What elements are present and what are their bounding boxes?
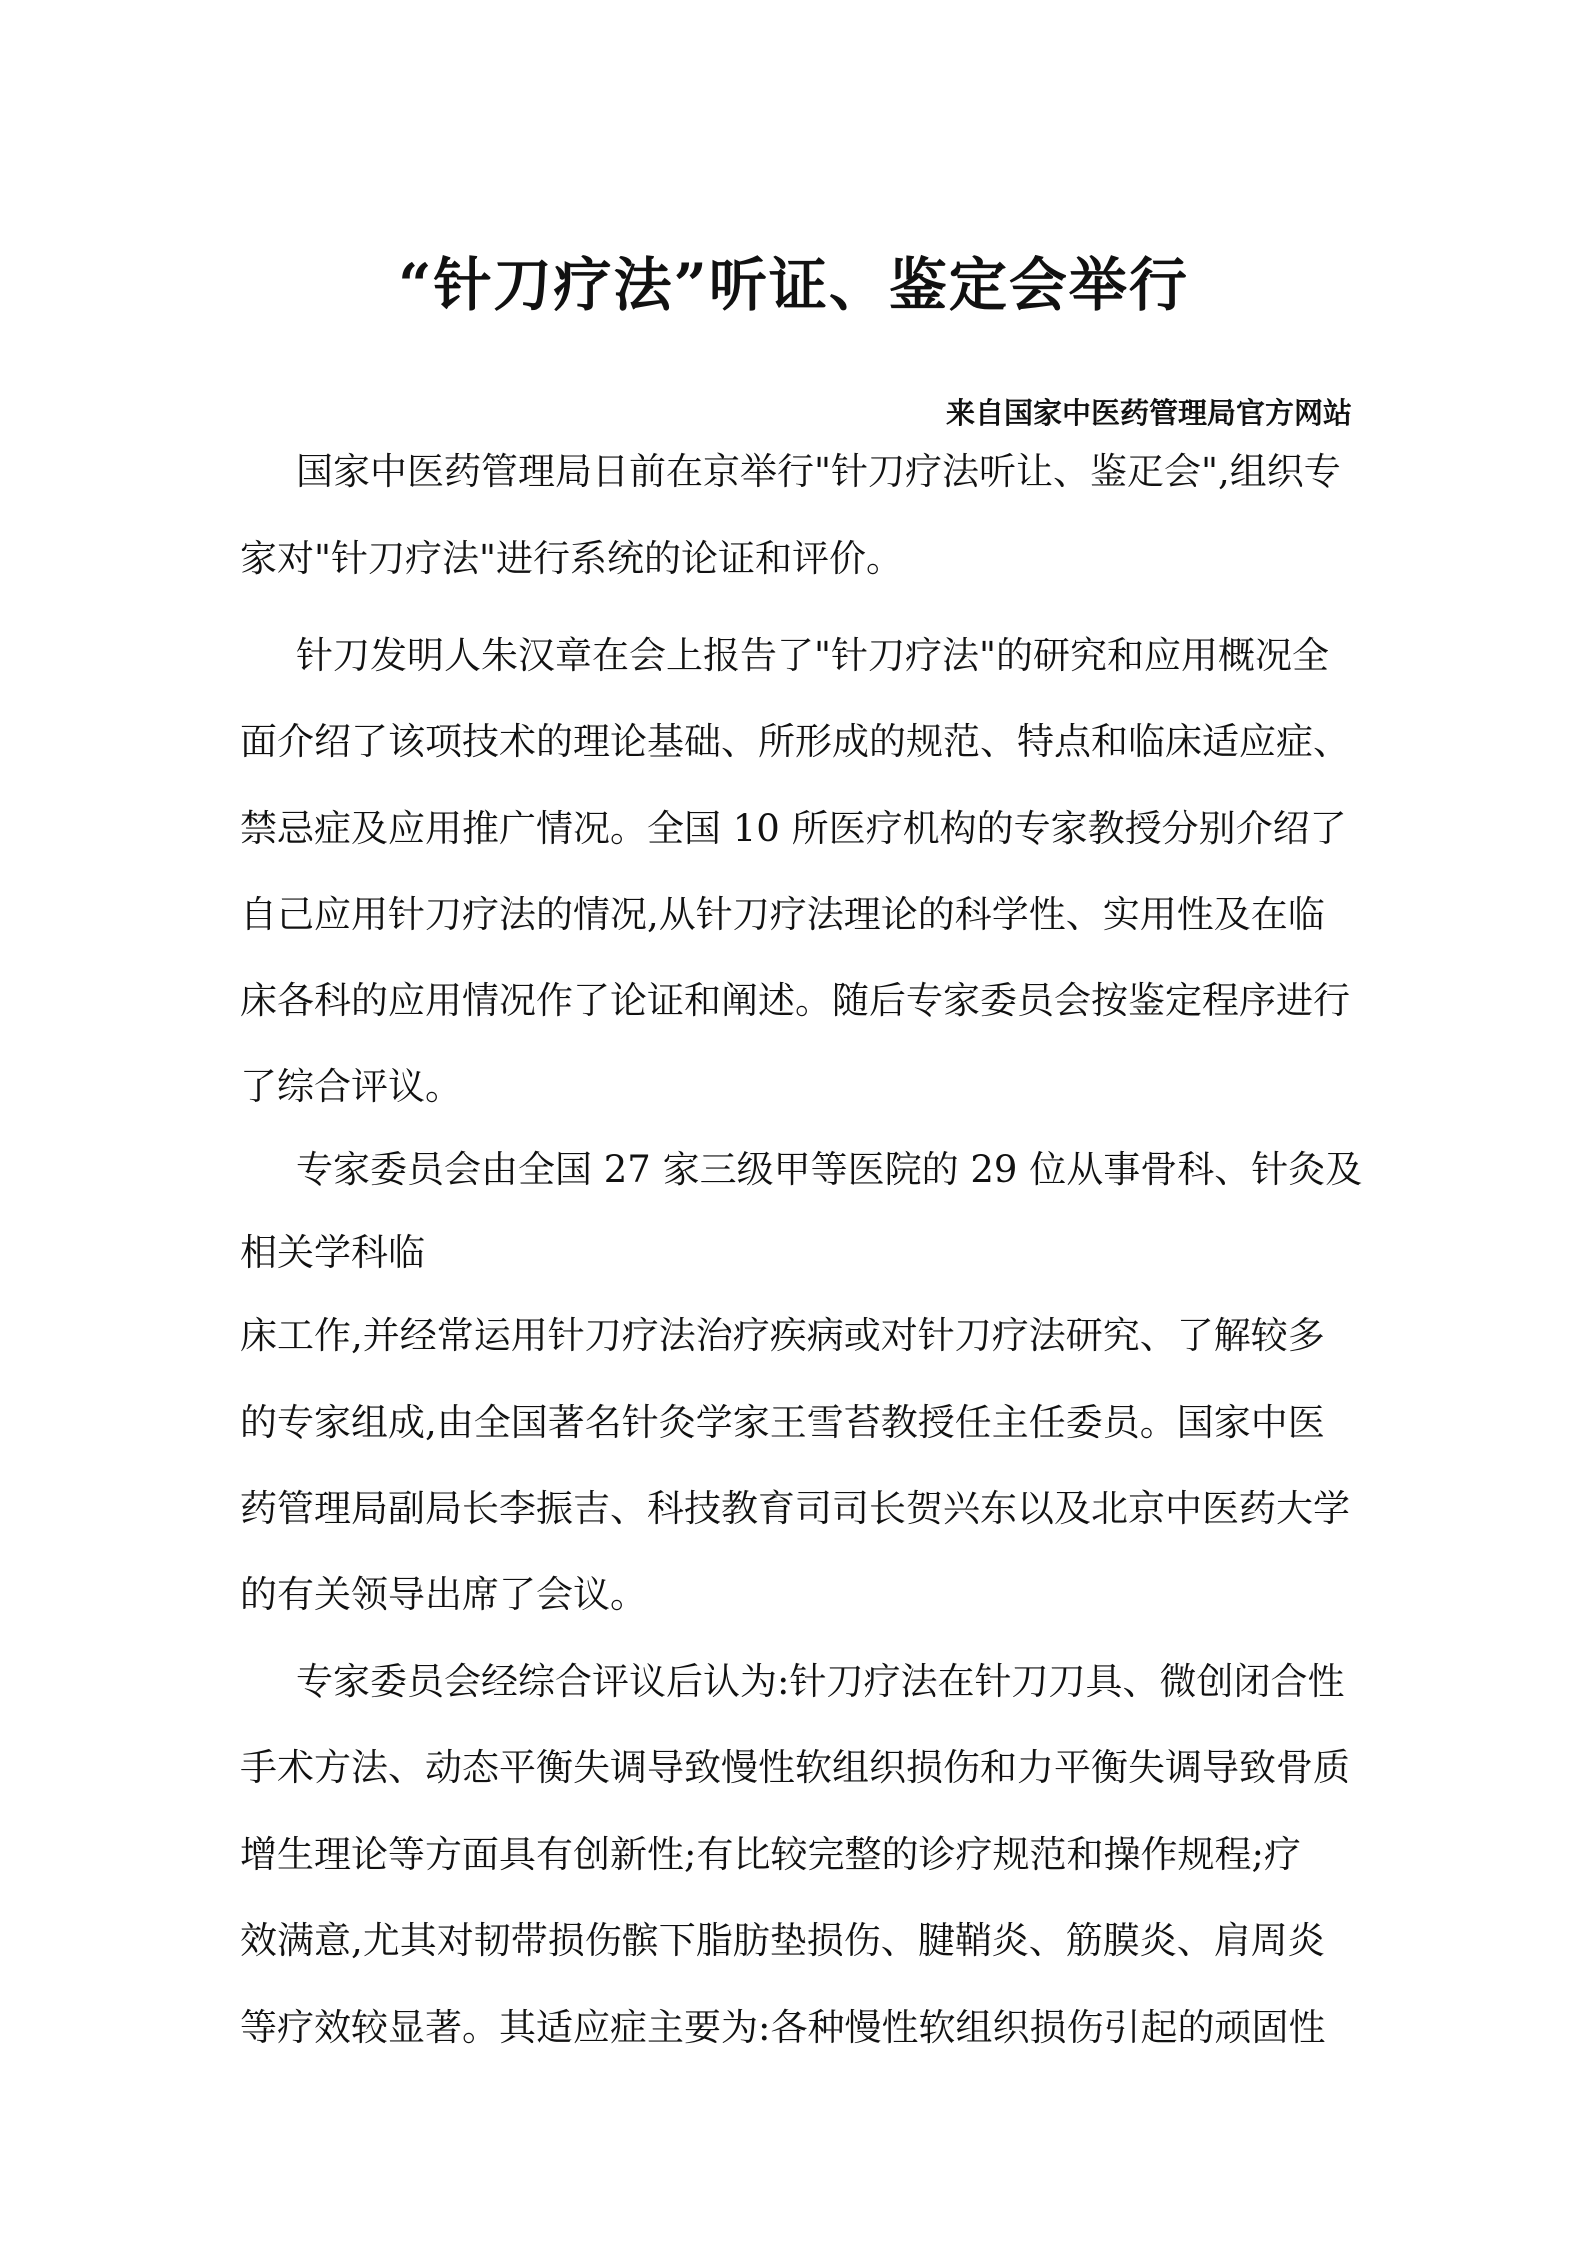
page-title: “针刀疗法”听证、鉴定会举行	[398, 251, 1189, 319]
text-line: 效满意,尤其对韧带损伤髌下脂肪垫损伤、腱鞘炎、筋膜炎、肩周炎	[240, 1919, 1325, 1962]
text-line: 相关学科临	[240, 1231, 425, 1274]
text-line: 了综合评议。	[240, 1065, 462, 1108]
text-line: 手术方法、动态平衡失调导致慢性软组织损伤和力平衡失调导致骨质	[240, 1746, 1350, 1789]
text-line: 药管理局副局长李振吉、科技教育司司长贺兴东以及北京中医药大学	[240, 1487, 1350, 1530]
text-line: 床工作,并经常运用针刀疗法治疗疾病或对针刀疗法研究、了解较多	[240, 1314, 1325, 1357]
text-line: 国家中医药管理局日前在京举行"针刀疗法听让、鉴疋会",组织专	[296, 450, 1341, 493]
text-line: 床各科的应用情况作了论证和阐述。随后专家委员会按鉴定程序进行	[240, 979, 1350, 1022]
text-line: 的专家组成,由全国著名针灸学家王雪苔教授任主任委员。国家中医	[240, 1401, 1325, 1444]
text-line: 的有关领导出席了会议。	[240, 1573, 647, 1616]
text-line: 家对"针刀疗法"进行系统的论证和评价。	[240, 537, 904, 580]
text-line: 针刀发明人朱汉章在会上报告了"针刀疗法"的研究和应用概况全	[296, 634, 1330, 677]
text-line: 专家委员会由全国 27 家三级甲等医院的 29 位从事骨科、针灸及	[296, 1148, 1363, 1191]
text-line: 自己应用针刀疗法的情况,从针刀疗法理论的科学性、实用性及在临	[240, 893, 1325, 936]
text-line: 禁忌症及应用推广情况。全国 10 所医疗机构的专家教授分别介绍了	[240, 807, 1347, 850]
text-line: 等疗效较显著。其适应症主要为:各种慢性软组织损伤引起的顽固性	[240, 2006, 1326, 2049]
text-line: 增生理论等方面具有创新性;有比较完整的诊疗规范和操作规程;疗	[240, 1833, 1301, 1876]
text-line: 面介绍了该项技术的理论基础、所形成的规范、特点和临床适应症、	[240, 720, 1350, 763]
text-line: 专家委员会经综合评议后认为:针刀疗法在针刀刀具、微创闭合性	[296, 1660, 1345, 1703]
source-attribution: 来自国家中医药管理局官方网站	[945, 396, 1352, 430]
